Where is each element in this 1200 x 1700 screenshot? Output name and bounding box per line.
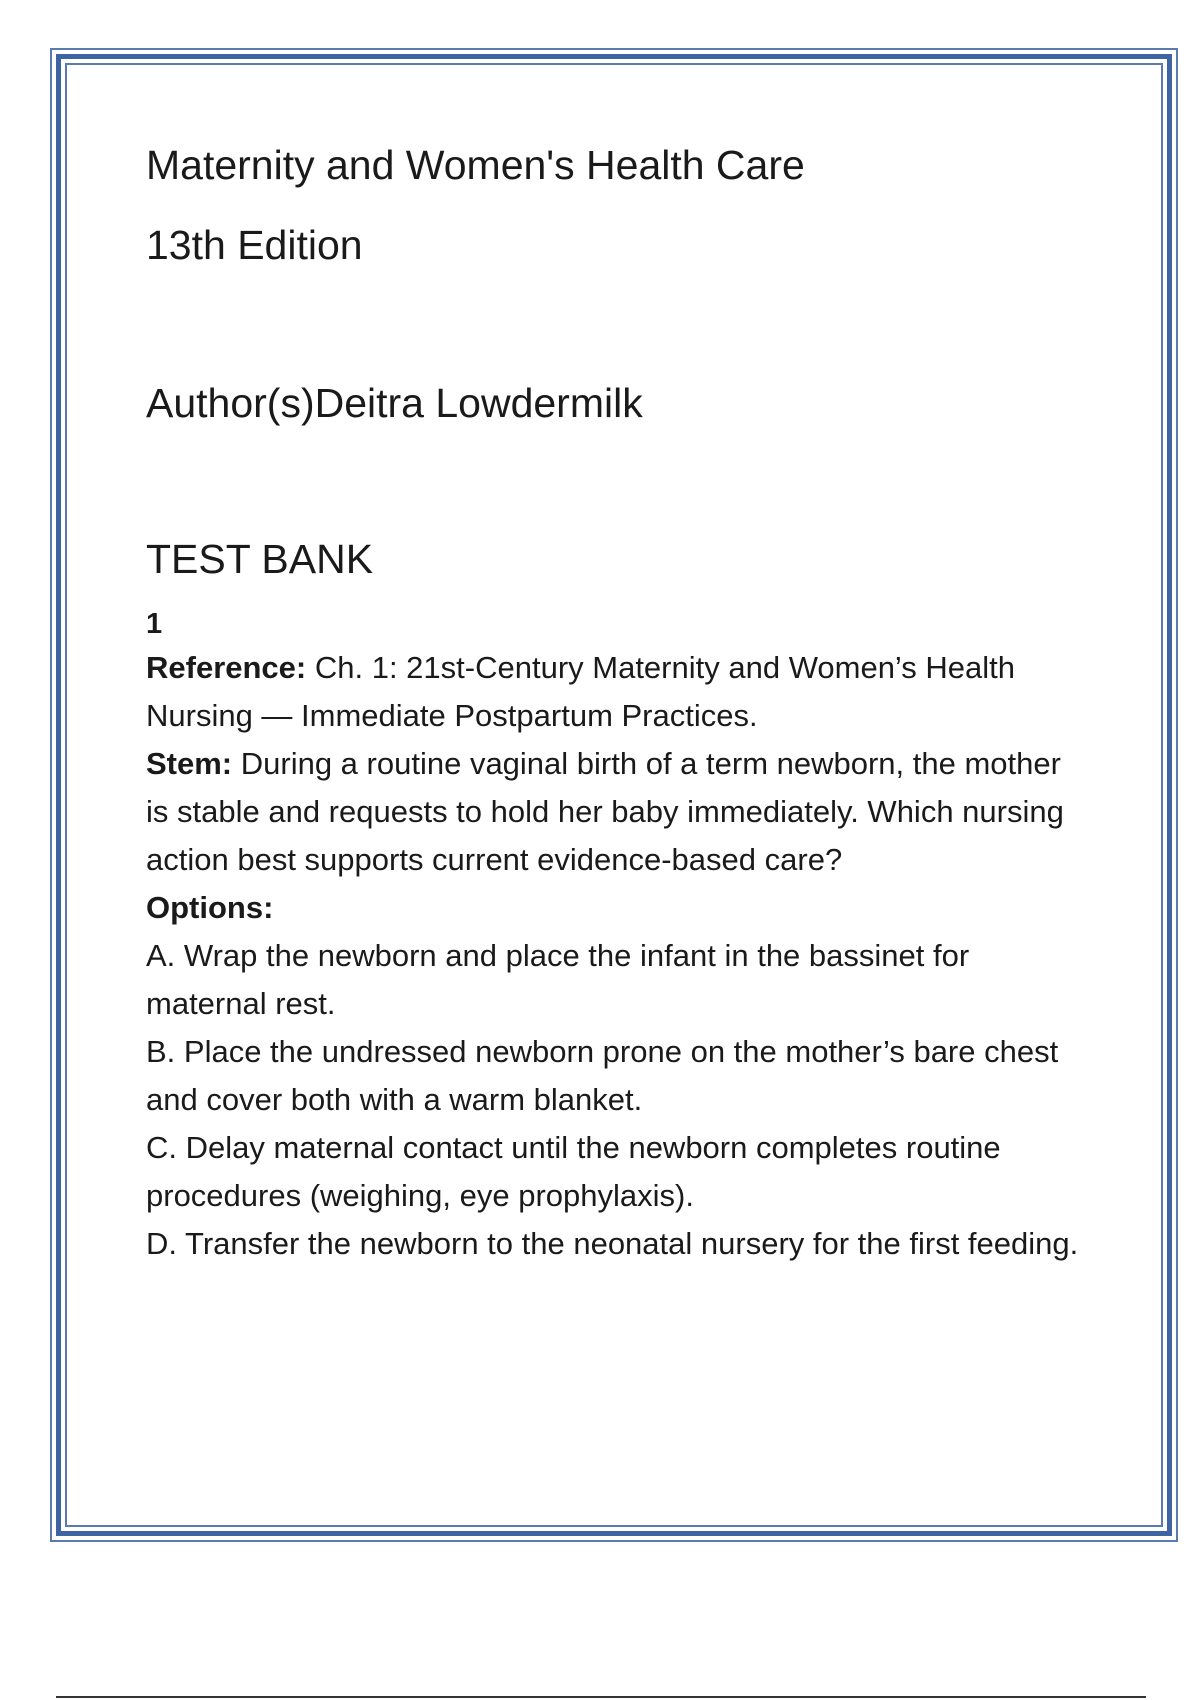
option-b: B. Place the undressed newborn prone on the mother’s bare chest and cover both with a warm blanket. xyxy=(146,1034,1059,1117)
page-content xyxy=(146,140,1086,1268)
section-heading: TEST BANK xyxy=(146,536,374,582)
option-d: D. Transfer the newborn to the neonatal nursery for the first feeding. xyxy=(146,1226,1079,1261)
option-a: A. Wrap the newborn and place the infant in the bassinet for maternal rest. xyxy=(146,938,970,1021)
book-author: Author(s)Deitra Lowdermilk xyxy=(146,380,643,426)
options-heading xyxy=(146,884,1086,932)
book-title: Maternity and Women's Health Care xyxy=(146,142,805,188)
footer-divider xyxy=(56,1696,1146,1698)
book-edition: 13th Edition xyxy=(146,222,363,268)
option-c: C. Delay maternal contact until the newborn completes routine procedures (weighing, eye prophylaxis). xyxy=(146,1130,1001,1213)
question-stem xyxy=(146,740,1086,884)
reference-text: Ch. 1: 21st-Century Maternity and Women’s Health Nursing — Immediate Postpartum Practices. xyxy=(146,650,1015,733)
stem-text: During a routine vaginal birth of a term newborn, the mother is stable and requests to hold her baby immediately. Which nursing action best supports current evidence-based care? xyxy=(146,746,1064,877)
stem-label: Stem: xyxy=(146,746,233,781)
options-label: Options: xyxy=(146,890,274,925)
question-number: 1 xyxy=(146,608,163,640)
reference-label: Reference: xyxy=(146,650,307,685)
question-reference xyxy=(146,644,1086,740)
